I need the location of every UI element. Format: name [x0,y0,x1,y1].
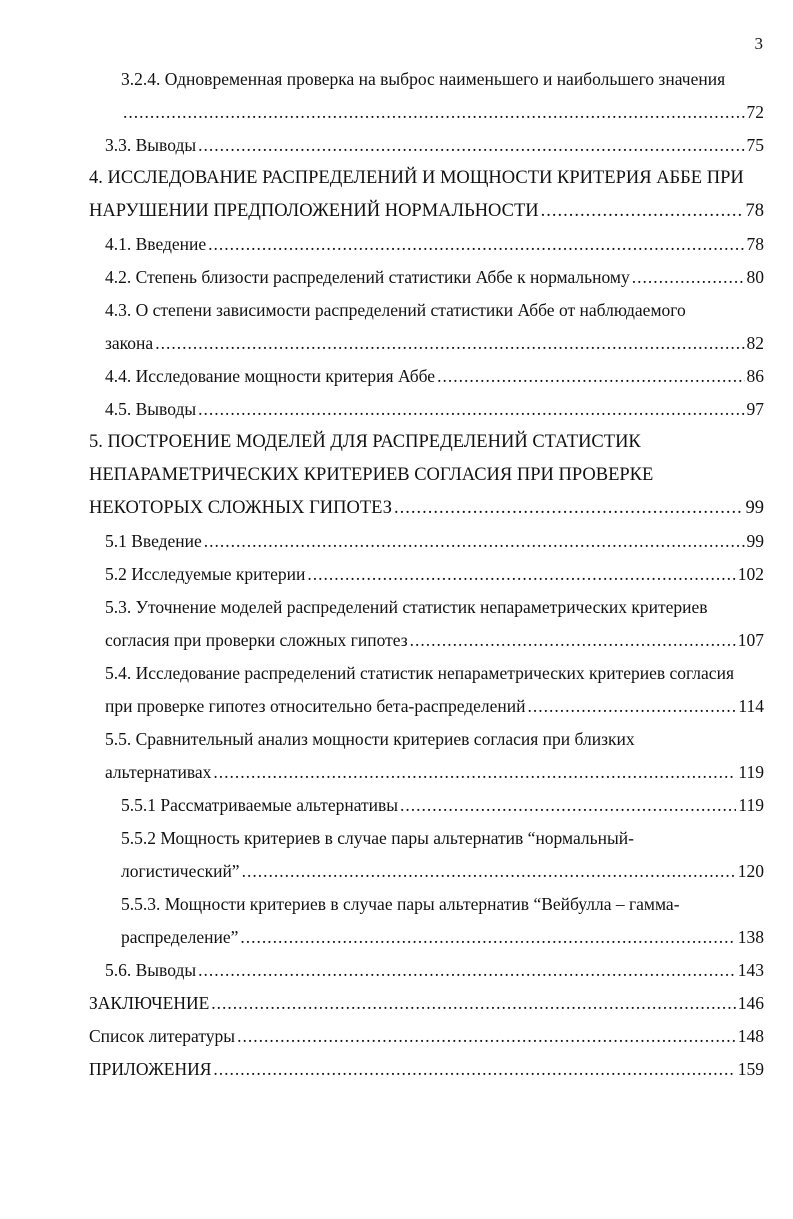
toc-leader-dots [240,921,735,954]
toc-entry-title: 5.5.2 Мощность критериев в случае пары альтернатив “нормальный- [121,828,634,848]
toc-entry-title: 4.4. Исследование мощности критерия Аббе [105,366,436,386]
toc-leader-dots [394,492,744,525]
toc-page-number: 107 [737,630,764,650]
toc-page-number: 120 [737,861,764,881]
toc-entry-title-cont: закона [105,333,154,353]
toc-page-number: 78 [745,201,764,221]
toc-entry-title: 5.5.1 Рассматриваемые альтернативы [121,795,399,815]
toc-leader-dots [410,624,736,657]
toc-page-number: 119 [738,795,764,815]
toc-entry-title: 5.6. Выводы [105,960,197,980]
toc-page-number: 82 [746,333,764,353]
toc-page-number: 99 [746,531,764,551]
toc-leader-dots [198,129,744,162]
toc-entry-title: 3.3. Выводы [105,135,197,155]
toc-entry-title: 4. ИССЛЕДОВАНИЕ РАСПРЕДЕЛЕНИЙ И МОЩНОСТИ КРИТЕРИЯ АББЕ ПРИ [89,168,744,188]
toc-entry-title: 5.4. Исследование распределений статистик непараметрических критериев согласия [105,663,734,683]
toc-page-number: 80 [746,267,764,287]
page-number: 3 [754,34,763,53]
toc-leader-dots [204,525,745,558]
toc-entry-title-cont: НЕКОТОРЫХ СЛОЖНЫХ ГИПОТЕЗ [89,498,392,518]
toc-entry-title: ПРИЛОЖЕНИЯ [89,1059,212,1079]
toc-entry-title: 5.5. Сравнительный анализ мощности критериев согласия при близких [105,729,635,749]
toc-page-number: 99 [745,498,764,518]
toc-entry-title: Список литературы [89,1026,236,1046]
toc-page-number: 146 [737,993,764,1013]
toc-leader-dots [541,195,744,228]
toc-leader-dots [400,789,736,822]
toc-entry-title: 3.2.4. Одновременная проверка на выброс наименьшего и наибольшего значения [121,69,726,89]
toc-page-number: 119 [738,762,764,782]
toc-entry-title-cont: распределение” [121,927,239,947]
toc-leader-dots [213,1053,735,1086]
toc-leader-dots [213,756,736,789]
toc-leader-dots [237,1020,736,1053]
toc-page-number: 75 [746,135,764,155]
toc-entry-title: 5. ПОСТРОЕНИЕ МОДЕЛЕЙ ДЛЯ РАСПРЕДЕЛЕНИЙ СТАТИСТИК [89,432,641,452]
toc-leader-dots [437,360,744,393]
toc-entry-title: 5.5.3. Мощности критериев в случае пары альтернатив “Вейбулла – гамма- [121,894,680,914]
toc-page-number: 138 [737,927,764,947]
toc-entry-title-cont: при проверке гипотез относительно бета-распределений [105,696,526,716]
toc-entry-title: ЗАКЛЮЧЕНИЕ [89,993,210,1013]
toc-leader-dots [123,96,745,129]
toc-entry-title-cont: согласия при проверки сложных гипотез [105,630,408,650]
toc-entry-title: 5.1 Введение [105,531,202,551]
toc-leader-dots [528,690,737,723]
toc-leader-dots [198,954,736,987]
toc-leader-dots [198,393,744,426]
toc-page-number: 97 [746,399,764,419]
toc-entry-title: 4.2. Степень близости распределений статистики Аббе к нормальному [105,267,630,287]
toc-entry-title: 4.5. Выводы [105,399,197,419]
toc-entry-title: 4.3. О степени зависимости распределений статистики Аббе от наблюдаемого [105,300,686,320]
toc-page-number: 102 [737,564,764,584]
toc-leader-dots [307,558,735,591]
toc-page-number: 86 [746,366,764,386]
toc-entry-title: 5.2 Исследуемые критерии [105,564,306,584]
toc-page-number: 72 [746,102,764,122]
toc-leader-dots [242,855,736,888]
toc-page-number: 114 [738,696,764,716]
toc-entry-title-cont: НЕПАРАМЕТРИЧЕСКИХ КРИТЕРИЕВ СОГЛАСИЯ ПРИ ПРОВЕРКЕ [89,465,654,485]
toc-entry-title: 5.3. Уточнение моделей распределений статистик непараметрических критериев [105,597,708,617]
toc-entry-title-cont: НАРУШЕНИИ ПРЕДПОЛОЖЕНИЙ НОРМАЛЬНОСТИ [89,201,539,221]
toc-entry-title-cont: альтернативах [105,762,212,782]
toc-entry-title-cont: логистический” [121,861,240,881]
toc-leader-dots [211,987,735,1020]
toc-leader-dots [632,261,745,294]
toc-page-number: 148 [737,1026,764,1046]
toc-page-number: 159 [737,1059,764,1079]
toc-page-number: 78 [746,234,764,254]
toc-page-number: 143 [737,960,764,980]
toc-entry-title: 4.1. Введение [105,234,207,254]
toc-leader-dots [208,228,744,261]
toc-leader-dots [155,327,744,360]
